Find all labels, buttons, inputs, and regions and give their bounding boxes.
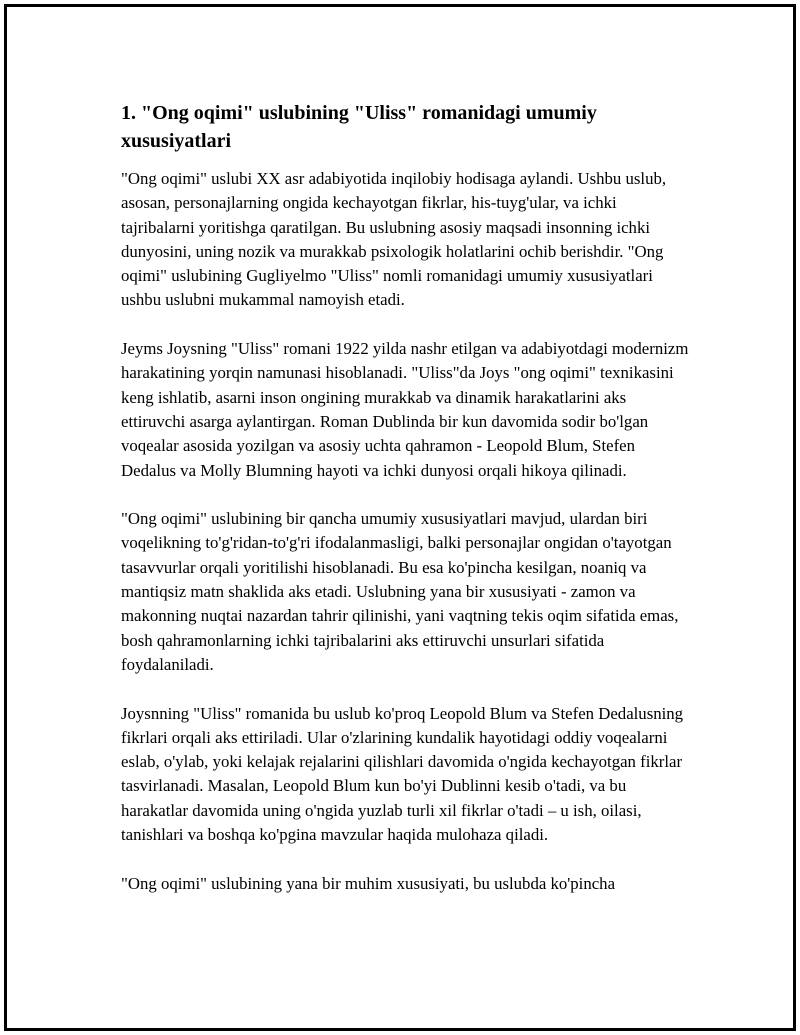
section-heading: 1. "Ong oqimi" uslubining "Uliss" romanidagi umumiy xususiyatlari xyxy=(121,102,597,152)
page-content xyxy=(121,99,693,920)
body-paragraph: "Ong oqimi" uslubining yana bir muhim xususiyati, bu uslubda ko'pincha xyxy=(121,873,616,893)
page-frame xyxy=(4,4,796,1031)
body-paragraph: Joysnning "Uliss" romanida bu uslub ko'proq Leopold Blum va Stefen Dedalusning fikrlari orqali aks ettiriladi. Ular o'zlarining kundalik hayotidagi oddiy voqealarni eslab, o'ylab, yoki kelajak rejalarini qilishlari davomida o'ngida kechayotgan fikrlar tasvirlanadi. Masalan, Leopold Blum kun bo'yi Dublinni kesib o'tadi, va bu harakatlar davomida uning o'ngida yuzlab turli xil fikrlar o'tadi – u ish, oilasi, tanishlari va boshqa ko'pgina mavzular haqida mulohaza qiladi. xyxy=(121,703,684,845)
body-paragraph: "Ong oqimi" uslubi XX asr adabiyotida inqilobiy hodisaga aylandi. Ushbu uslub, asosan, personajlarning ongida kechayotgan fikrlar, his-tuyg'ular, va ichki tajribalarni yoritishga qaratilgan. Bu uslubning asosiy maqsadi insonning ichki dunyosini, uning nozik va murakkab psixologik holatlarini ochib berishdir. "Ong oqimi" uslubining Gugliyelmo "Uliss" nomli romanidagi umumiy xususiyatlari ushbu uslubni mukammal namoyish etadi. xyxy=(121,169,667,310)
body-paragraph: "Ong oqimi" uslubining bir qancha umumiy xususiyatlari mavjud, ulardan biri voqelikning to'g'ridan-to'g'ri ifodalanmasligi, balki personajlar ongidan o'tayotgan tasavvurlar orqali yoritilishi hisoblanadi. Bu esa ko'pincha kesilgan, noaniq va mantiqsiz matn shaklida aks etadi. Uslubning yana bir xususiyati - zamon va makonning nuqtai nazardan tahrir qilinishi, yani vaqtning tekis oqim sifatida emas, bosh qahramonlarning ichki tajribalarini aks ettiruvchi unsurlari sifatida foydalaniladi. xyxy=(121,509,679,674)
body-paragraph: Jeyms Joysning "Uliss" romani 1922 yilda nashr etilgan va adabiyotdagi modernizm harakatining yorqin namunasi hisoblanadi. "Uliss"da Joys "ong oqimi" texnikasini keng ishlatib, asarni inson ongining murakkab va dinamik harakatlarini aks ettiruvchi asarga aylantirgan. Roman Dublinda bir kun davomida sodir bo'lgan voqealar asosida yozilgan va asosiy uchta qahramon - Leopold Blum, Stefen Dedalus va Molly Blumning hayoti va ichki dunyosi orqali hikoya qilinadi. xyxy=(121,339,689,480)
